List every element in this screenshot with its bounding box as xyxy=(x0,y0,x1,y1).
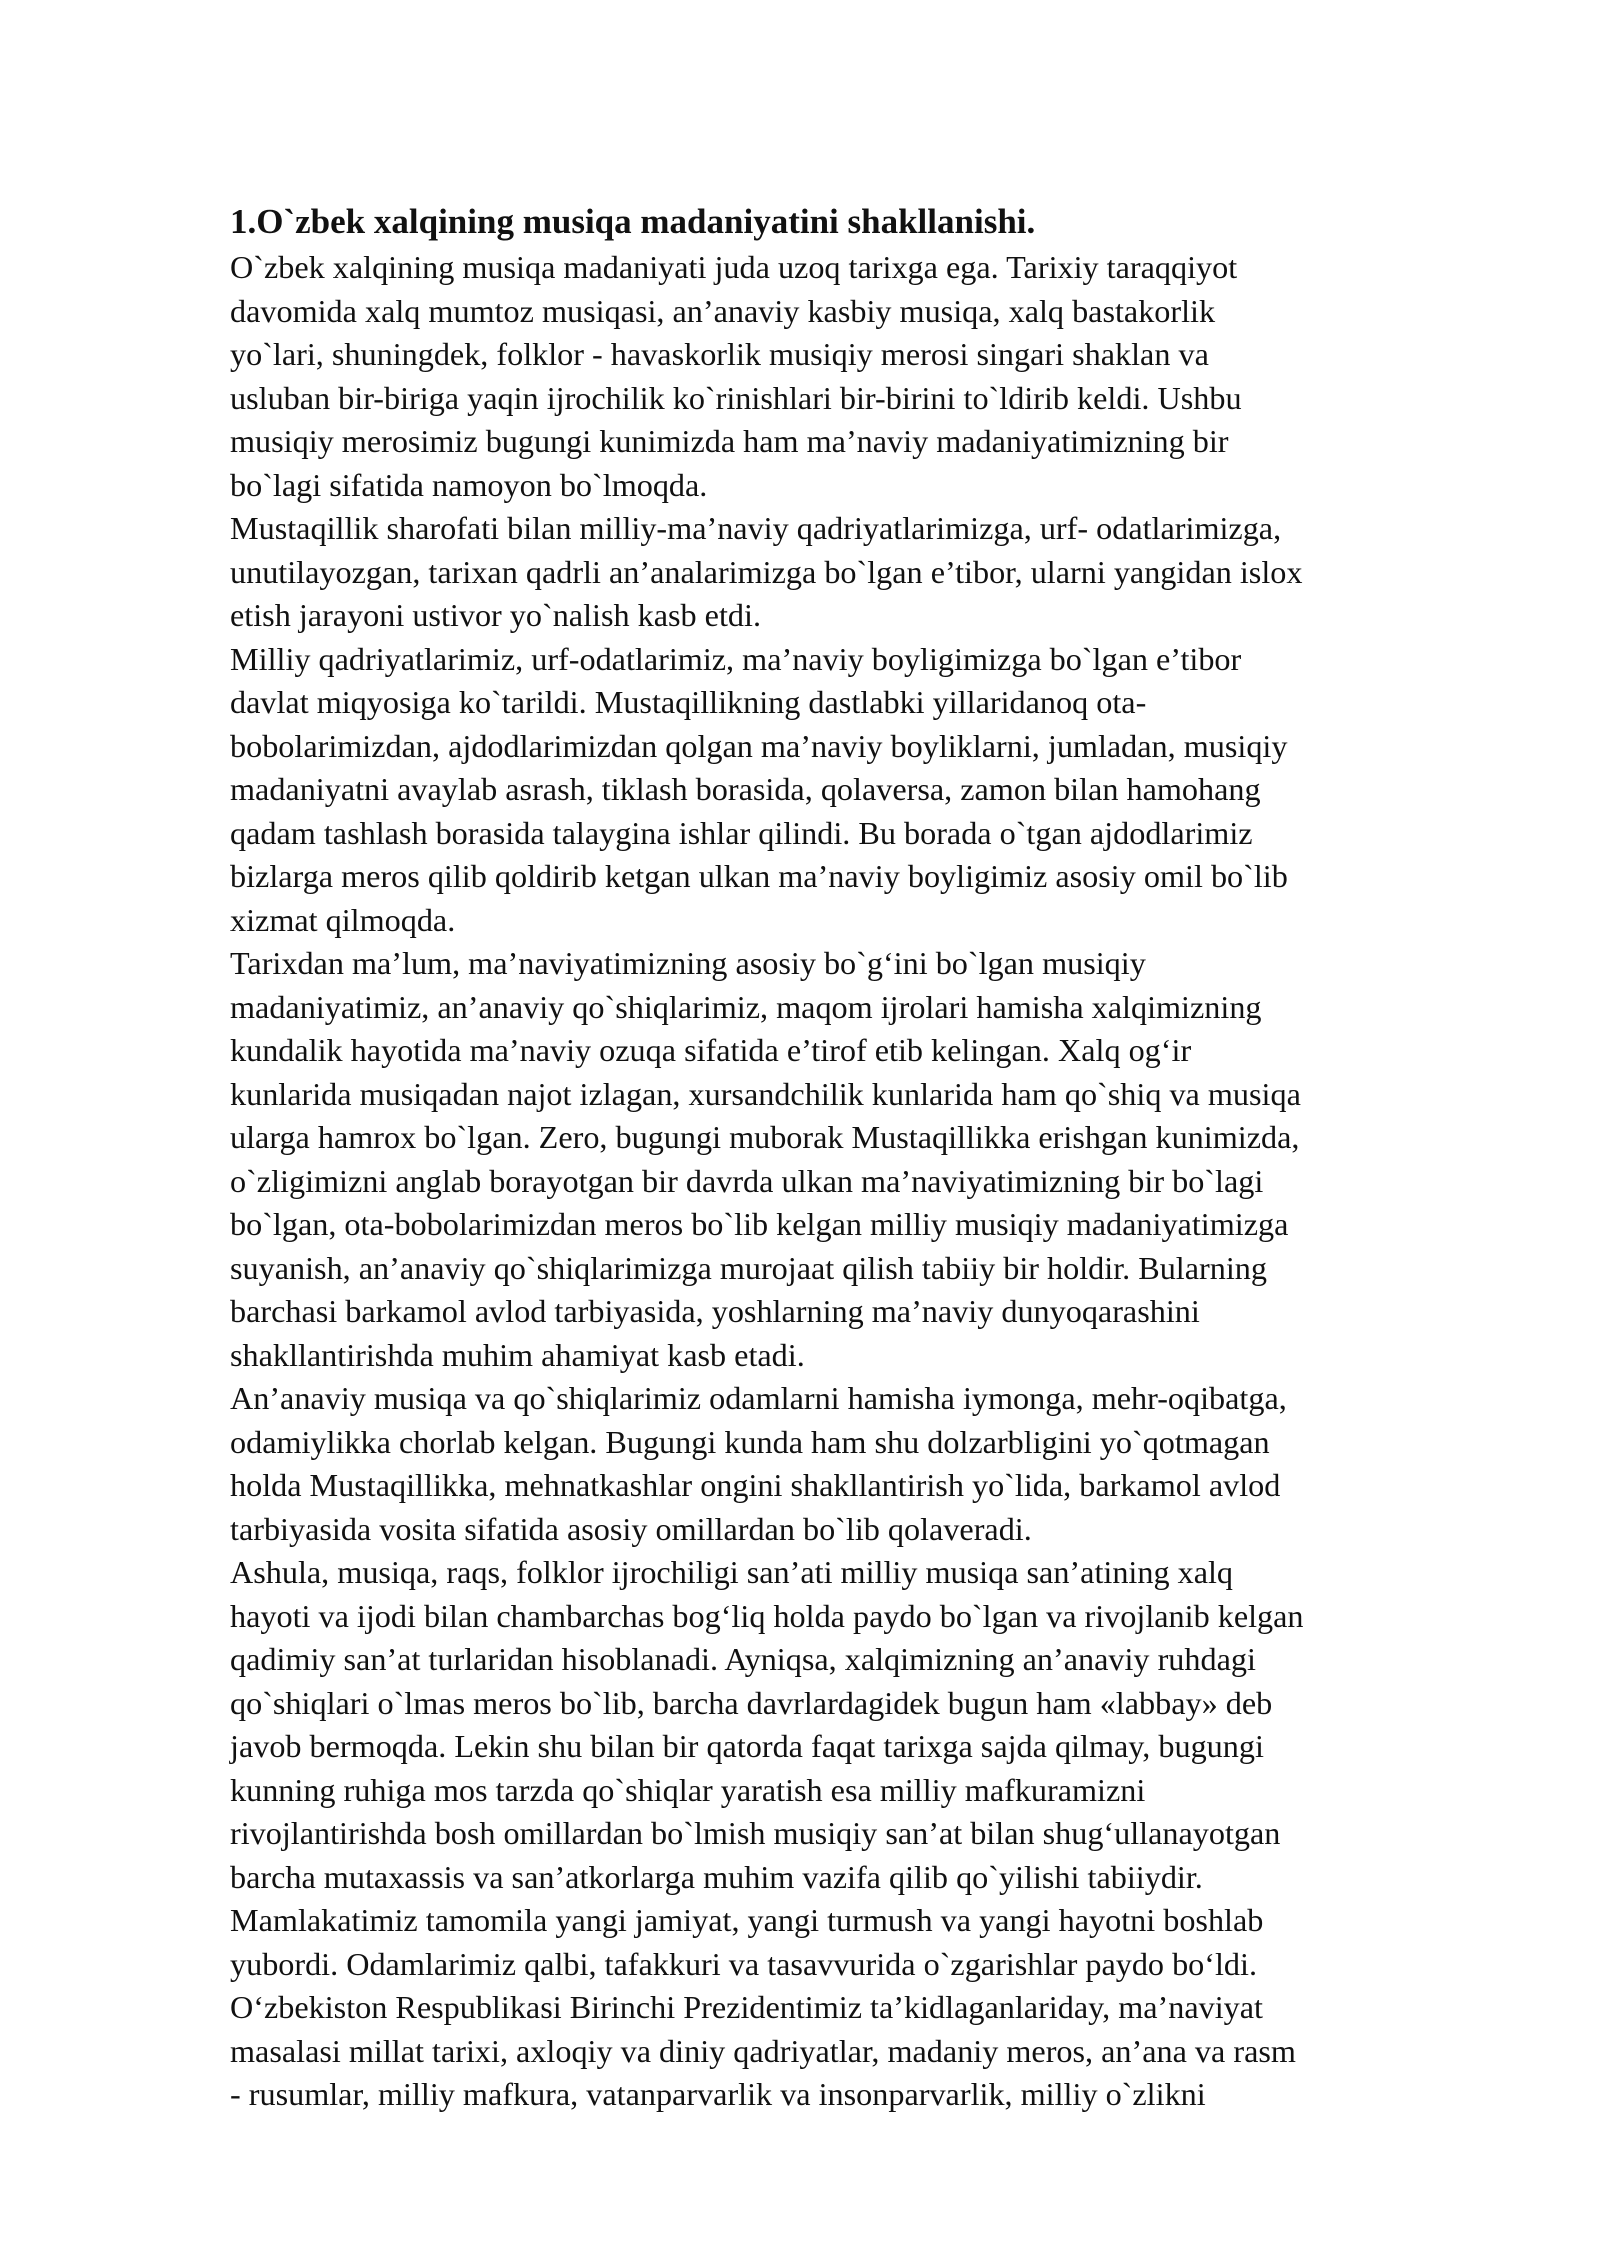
text-line: holda Mustaqillikka, mehnatkashlar ongini shakllantirish yo`lida, barkamol avlod xyxy=(230,1467,1281,1503)
paragraph xyxy=(230,246,1500,507)
text-line: usluban bir-biriga yaqin ijrochilik ko`rinishlari bir-birini to`ldirib keldi. Ushbu xyxy=(230,379,1242,416)
text-line: Ashula, musiqa, raqs, folklor ijrochiligi san’ati milliy musiqa san’atining xalq xyxy=(230,1554,1234,1590)
text-line: bo`lgan, ota-bobolarimizdan meros bo`lib kelgan milliy musiqiy madaniyatimizga xyxy=(230,1206,1289,1242)
paragraph xyxy=(230,507,1500,638)
text-line: bo`lagi sifatida namoyon bo`lmoqda. xyxy=(230,466,708,503)
paragraph xyxy=(230,1986,1500,2117)
text-line: O`zbek xalqining musiqa madaniyati juda uzoq tarixga ega. Tarixiy taraqqiyot xyxy=(230,249,1238,285)
text-line: javob bermoqda. Lekin shu bilan bir qatorda faqat tarixga sajda qilmay, bugungi xyxy=(230,1728,1264,1764)
text-line: Tarixdan ma’lum, ma’naviyatimizning asosiy bo`g‘ini bo`lgan musiqiy xyxy=(230,945,1146,981)
text-line: odamiylikka chorlab kelgan. Bugungi kunda ham shu dolzarbligini yo`qotmagan xyxy=(230,1423,1270,1460)
text-line: kundalik hayotida ma’naviy ozuqa sifatida e’tirof etib kelingan. Xalq og‘ir xyxy=(230,1032,1192,1068)
text-line: madaniyatni avaylab asrash, tiklash borasida, qolaversa, zamon bilan hamohang xyxy=(230,771,1261,807)
text-line: unutilayozgan, tarixan qadrli an’analarimizga bo`lgan e’tibor, ularni yangidan islox xyxy=(230,553,1303,590)
text-line: barchasi barkamol avlod tarbiyasida, yoshlarning ma’naviy dunyoqarashini xyxy=(230,1293,1200,1329)
text-line: suyanish, an’anaviy qo`shiqlarimizga murojaat qilish tabiiy bir holdir. Bularning xyxy=(230,1249,1267,1286)
text-line: davomida xalq mumtoz musiqasi, an’anaviy kasbiy musiqa, xalq bastakorlik xyxy=(230,292,1216,329)
text-line: o`zligimizni anglab borayotgan bir davrda ulkan ma’naviyatimizning bir bo`lagi xyxy=(230,1162,1264,1199)
document-body xyxy=(230,198,1500,2117)
text-line: barcha mutaxassis va san’atkorlarga muhim vazifa qilib qo`yilishi tabiiydir. xyxy=(230,1858,1203,1895)
text-line: Milliy qadriyatlarimiz, urf-odatlarimiz, ma’naviy boyligimizga bo`lgan e’tibor xyxy=(230,640,1242,677)
text-line: musiqiy merosimiz bugungi kunimizda ham ma’naviy madaniyatimizning bir xyxy=(230,423,1229,459)
paragraph xyxy=(230,1377,1500,1551)
text-line: kunlarida musiqadan najot izlagan, xursandchilik kunlarida ham qo`shiq va musiqa xyxy=(230,1075,1301,1112)
paragraph xyxy=(230,1551,1500,1899)
text-line: yubordi. Odamlarimiz qalbi, tafakkuri va tasavvurida o`zgarishlar paydo bo‘ldi. xyxy=(230,1945,1257,1982)
text-line: ularga hamrox bo`lgan. Zero, bugungi muborak Mustaqillikka erishgan kunimizda, xyxy=(230,1119,1300,1155)
text-line: qadimiy san’at turlaridan hisoblanadi. Ayniqsa, xalqimizning an’anaviy ruhdagi xyxy=(230,1641,1256,1677)
text-line: An’anaviy musiqa va qo`shiqlarimiz odamlarni hamisha iymonga, mehr-oqibatga, xyxy=(230,1380,1287,1416)
text-line: shakllantirishda muhim ahamiyat kasb etadi. xyxy=(230,1336,805,1373)
text-line: hayoti va ijodi bilan chambarchas bog‘liq holda paydo bo`lgan va rivojlanib kelgan xyxy=(230,1597,1304,1634)
text-line: Mamlakatimiz tamomila yangi jamiyat, yangi turmush va yangi hayotni boshlab xyxy=(230,1902,1264,1938)
text-line: O‘zbekiston Respublikasi Birinchi Prezidentimiz ta’kidlaganlariday, ma’naviyat xyxy=(230,1989,1263,2025)
text-line: rivojlantirishda bosh omillardan bo`lmish musiqiy san’at bilan shug‘ullanayotgan xyxy=(230,1815,1281,1851)
text-line: xizmat qilmoqda. xyxy=(230,901,456,938)
paragraph xyxy=(230,942,1500,1377)
text-line: etish jarayoni ustivor yo`nalish kasb etdi. xyxy=(230,597,761,633)
paragraph-list xyxy=(230,246,1500,2117)
paragraph xyxy=(230,1899,1500,1986)
text-line: tarbiyasida vosita sifatida asosiy omillardan bo`lib qolaveradi. xyxy=(230,1510,1032,1547)
text-line: masalasi millat tarixi, axloqiy va diniy qadriyatlar, madaniy meros, an’ana va rasm xyxy=(230,2032,1296,2069)
text-line: bobolarimizdan, ajdodlarimizdan qolgan ma’naviy boyliklarni, jumladan, musiqiy xyxy=(230,727,1288,764)
text-line: qadam tashlash borasida talaygina ishlar qilindi. Bu borada o`tgan ajdodlarimiz xyxy=(230,814,1253,851)
text-line: kunning ruhiga mos tarzda qo`shiqlar yaratish esa milliy mafkuramizni xyxy=(230,1771,1146,1808)
text-line: bizlarga meros qilib qoldirib ketgan ulkan ma’naviy boyligimiz asosiy omil bo`lib xyxy=(230,858,1288,894)
text-line: davlat miqyosiga ko`tarildi. Mustaqillikning dastlabki yillaridanoq ota- xyxy=(230,684,1147,720)
text-line: - rusumlar, milliy mafkura, vatanparvarlik va insonparvarlik, milliy o`zlikni xyxy=(230,2076,1206,2112)
text-line: yo`lari, shuningdek, folklor - havaskorlik musiqiy merosi singari shaklan va xyxy=(230,336,1209,372)
paragraph xyxy=(230,638,1500,943)
text-line: madaniyatimiz, an’anaviy qo`shiqlarimiz, maqom ijrolari hamisha xalqimizning xyxy=(230,988,1262,1025)
text-line: Mustaqillik sharofati bilan milliy-ma’naviy qadriyatlarimizga, urf- odatlarimizga, xyxy=(230,510,1282,546)
text-line: qo`shiqlari o`lmas meros bo`lib, barcha davrlardagidek bugun ham «labbay» deb xyxy=(230,1684,1273,1721)
document-title: 1.O`zbek xalqining musiqa madaniyatini shakllanishi. xyxy=(230,202,1036,241)
